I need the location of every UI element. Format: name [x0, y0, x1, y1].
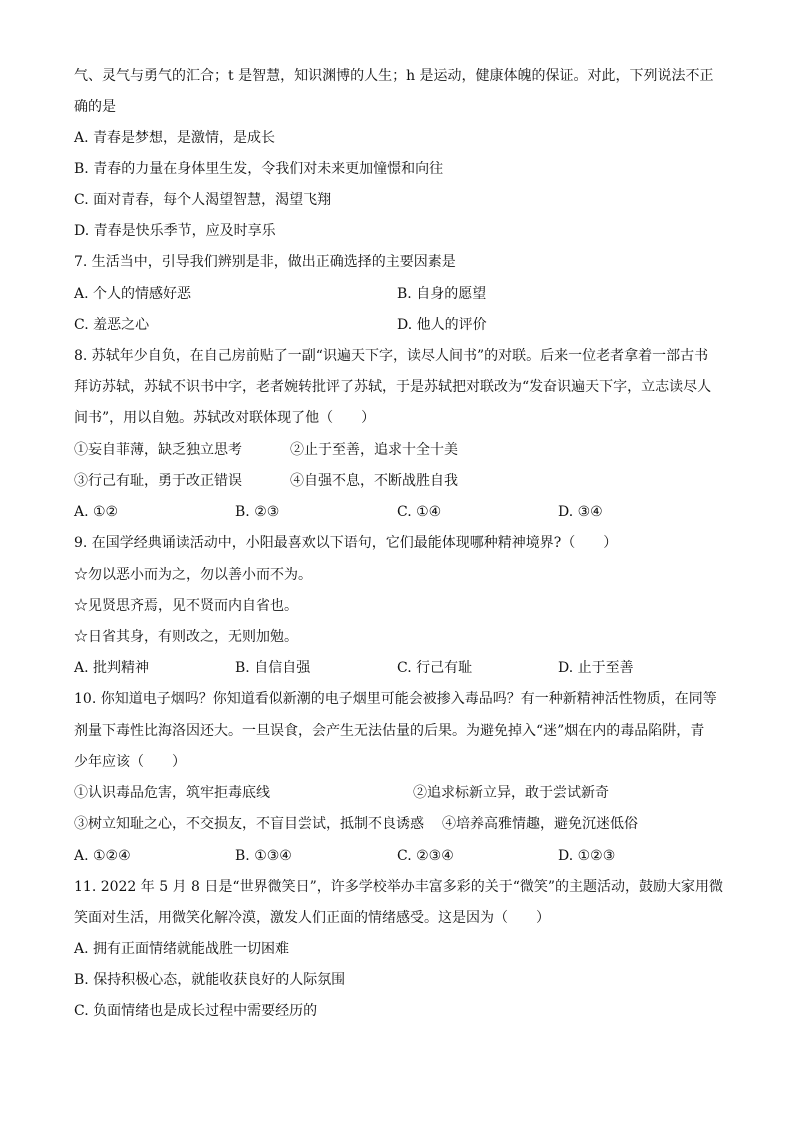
q7-option-a: A. 个人的情感好恶 [74, 286, 192, 302]
q8-statement-1: ①妄自菲薄，缺乏独立思考 [74, 442, 242, 458]
q10-statement-1: ①认识毒品危害，筑牢拒毒底线 [74, 785, 270, 801]
q10-option-b: B. ①③④ [235, 848, 292, 864]
q7-option-c: C. 羞恶之心 [74, 317, 150, 333]
q8-statement-4: ④自强不息，不断战胜自我 [290, 473, 458, 489]
q8-option-d: D. ③④ [558, 504, 603, 520]
q6-option-c: C. 面对青春，每个人渴望智慧，渴望飞翔 [74, 192, 332, 208]
q6-stem-line-2: 确的是 [74, 99, 116, 115]
q10-option-d: D. ①②③ [558, 848, 616, 864]
q8-statement-2: ②止于至善，追求十全十美 [290, 442, 458, 458]
q10-option-c: C. ②③④ [397, 848, 454, 864]
q10-statement-3: ③树立知耻之心，不交损友，不盲目尝试，抵制不良诱惑 [74, 816, 424, 832]
q11-option-a: A. 拥有正面情绪就能战胜一切困难 [74, 941, 290, 957]
q7-option-d: D. 他人的评价 [397, 317, 487, 333]
q7-option-b: B. 自身的愿望 [397, 286, 487, 302]
q10-stem-line-3: 少年应该（ ） [74, 754, 186, 770]
q6-option-a: A. 青春是梦想，是激情，是成长 [74, 130, 276, 146]
q9-quote-3: ☆日省其身，有则改之，无则加勉。 [74, 629, 298, 645]
q7-stem: 7. 生活当中，引导我们辨别是非，做出正确选择的主要因素是 [74, 254, 456, 270]
q10-stem-line-1: 10. 你知道电子烟吗？你知道看似新潮的电子烟里可能会被掺入毒品吗？有一种新精神活性物质，在同等 [74, 691, 717, 707]
q9-stem: 9. 在国学经典诵读活动中，小阳最喜欢以下语句，它们最能体现哪种精神境界?（ ） [74, 535, 618, 551]
q9-option-c: C. 行己有耻 [397, 660, 473, 676]
q11-stem-line-2: 笑面对生活，用微笑化解冷漠，激发人们正面的情绪感受。这是因为（ ） [74, 910, 550, 926]
q8-stem-line-3: 间书”，用以自勉。苏轼改对联体现了他（ ） [74, 410, 376, 426]
q10-option-a: A. ①②④ [74, 848, 131, 864]
q8-option-b: B. ②③ [235, 504, 280, 520]
q9-quote-2: ☆见贤思齐焉，见不贤而内自省也。 [74, 598, 298, 614]
q6-option-b: B. 青春的力量在身体里生发，令我们对未来更加憧憬和向往 [74, 161, 444, 177]
q6-option-d: D. 青春是快乐季节，应及时享乐 [74, 223, 276, 239]
q9-option-b: B. 自信自强 [235, 660, 311, 676]
q11-stem-line-1: 11. 2022 年 5 月 8 日是“世界微笑日”，许多学校举办丰富多彩的关于“微笑”的主题活动，鼓励大家用微 [74, 879, 724, 895]
q10-statement-4: ④培养高雅情趣，避免沉迷低俗 [442, 816, 638, 832]
q8-stem-line-2: 拜访苏轼，苏轼不识书中字，老者婉转批评了苏轼，于是苏轼把对联改为“发奋识遍天下字，立志读尽人 [74, 379, 712, 395]
q10-statement-2: ②追求标新立异，敢于尝试新奇 [413, 785, 609, 801]
q8-stem-line-1: 8. 苏轼年少自负，在自己房前贴了一副“识遍天下字，读尽人间书”的对联。后来一位老者拿着一部古书 [74, 348, 709, 364]
q9-quote-1: ☆勿以恶小而为之，勿以善小而不为。 [74, 567, 312, 583]
q11-option-b: B. 保持积极心态，就能收获良好的人际氛围 [74, 972, 346, 988]
q8-option-a: A. ①② [74, 504, 119, 520]
q9-option-d: D. 止于至善 [558, 660, 634, 676]
q8-statement-3: ③行己有耻，勇于改正错误 [74, 473, 242, 489]
q10-stem-line-2: 剂量下毒性比海洛因还大。一旦误食，会产生无法估量的后果。为避免掉入“迷”烟在内的毒品陷阱，青 [74, 723, 705, 739]
q11-option-c: C. 负面情绪也是成长过程中需要经历的 [74, 1003, 318, 1019]
q9-option-a: A. 批判精神 [74, 660, 150, 676]
q8-option-c: C. ①④ [397, 504, 442, 520]
q6-stem-line-1: 气、灵气与勇气的汇合；t 是智慧，知识渊博的人生；h 是运动，健康体魄的保证。对此，下列说法不正 [74, 68, 714, 84]
